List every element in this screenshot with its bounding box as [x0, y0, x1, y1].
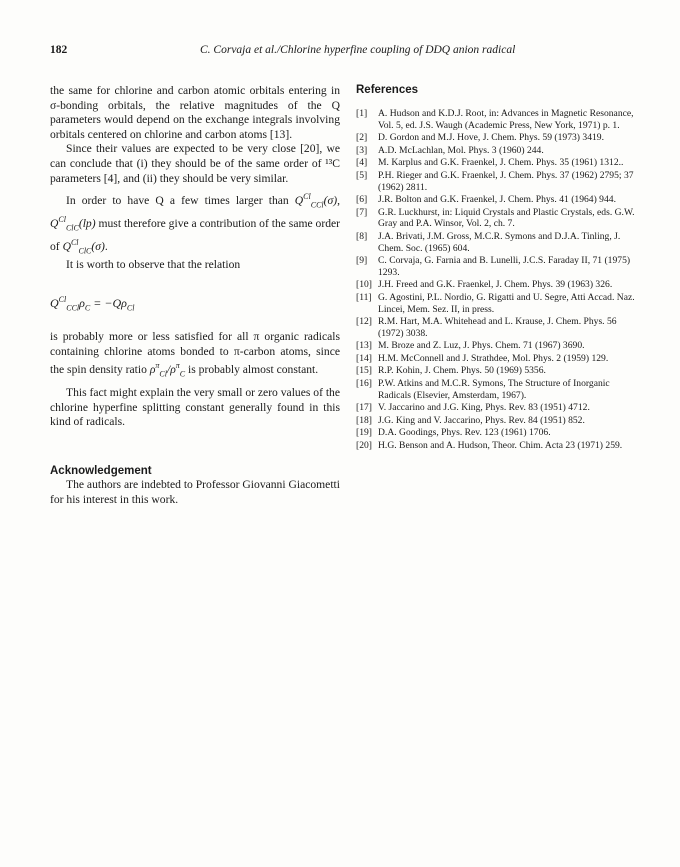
reference-number: [9] [356, 255, 368, 267]
reference-text: H.G. Benson and A. Hudson, Theor. Chim. Acta 23 (1971) 259. [378, 440, 623, 452]
reference-text: P.H. Rieger and G.K. Fraenkel, J. Chem. Phys. 37 (1962) 2795; 37 (1962) 2811. [378, 169, 634, 193]
reference-item [356, 427, 636, 439]
reference-text: A.D. McLachlan, Mol. Phys. 3 (1960) 244. [378, 144, 544, 156]
reference-text: R.P. Kohin, J. Chem. Phys. 50 (1969) 5356. [378, 365, 546, 377]
reference-item [356, 207, 636, 230]
reference-text: G.R. Luckhurst, in: Liquid Crystals and Plastic Crystals, eds. G.W. Gray and P.A. Winsor, Vol. 2, ch. 7. [378, 206, 635, 230]
left-column [50, 84, 340, 508]
reference-text: C. Corvaja, G. Farnia and B. Lunelli, J.C.S. Faraday II, 71 (1975) 1293. [378, 255, 631, 278]
reference-text: J.H. Freed and G.K. Fraenkel, J. Chem. Phys. 39 (1963) 326. [378, 279, 613, 291]
reference-item [356, 440, 636, 452]
reference-number: [13] [356, 340, 372, 352]
reference-item [356, 316, 636, 339]
reference-number: [19] [356, 427, 372, 439]
reference-text: D. Gordon and M.J. Hove, J. Chem. Phys. 59 (1973) 3419. [378, 132, 604, 144]
reference-item [356, 365, 636, 377]
reference-item [356, 108, 636, 131]
reference-number: [18] [356, 414, 372, 426]
reference-item [356, 402, 636, 414]
right-column [356, 84, 636, 453]
reference-text: A. Hudson and K.D.J. Root, in: Advances in Magnetic Resonance, Vol. 5, ed. J.S. Waugh (Academic Press, New York, 1971) p. 1. [378, 108, 634, 131]
reference-text: J.A. Brivati, J.M. Gross, M.C.R. Symons and D.J.A. Tinling, J. Chem. Soc. (1965) 604. [378, 230, 621, 254]
reference-item [356, 157, 636, 169]
math-q-clc-p: $Q^{Cl}_{ClC}(lp)$ [50, 214, 96, 233]
paragraph-3: In order to have Q a few times larger than $Q^{Cl}_{CCl}(\sigma)$, $Q^{Cl}_{ClC}(lp)$ must therefore give a contribution of the same order of $Q^{Cl}_{ClC}(\sigma)$. [50, 192, 340, 255]
reference-number: [16] [356, 378, 372, 390]
reference-number: [11] [356, 291, 372, 303]
reference-number: [8] [356, 230, 368, 242]
running-title: C. Corvaja et al./Chlorine hyperfine coupling of DDQ anion radical [200, 44, 516, 56]
reference-number: [17] [356, 402, 372, 414]
reference-number: [12] [356, 316, 372, 328]
reference-text: D.A. Goodings, Phys. Rev. 123 (1961) 1706. [378, 427, 551, 439]
reference-text: J.R. Bolton and G.K. Fraenkel, J. Chem. Phys. 41 (1964) 944. [378, 194, 616, 206]
references-list [356, 108, 636, 452]
reference-number: [14] [356, 352, 372, 364]
reference-number: [5] [356, 169, 368, 181]
reference-item [356, 145, 636, 157]
page-number: 182 [50, 44, 68, 56]
paragraph-5: is probably more or less satisfied for all π organic radicals containing chlorine atoms bonded to π-carbon atoms, since the spin density ratio $\rho^\pi_{Cl}/\rho^\pi_C$ is probably almost constant. [50, 330, 340, 379]
reference-item [356, 279, 636, 291]
paragraph-2: Since their values are expected to be very close [20], we can conclude that (i) they should be of the same order of ¹³C parameters [4], and (ii) they should be very similar. [50, 142, 340, 185]
reference-item [356, 353, 636, 365]
reference-item [356, 292, 636, 315]
reference-text: G. Agostini, P.L. Nordio, G. Rigatti and U. Segre, Atti Accad. Naz. Lincei, Mem. Sez. II, in press. [378, 291, 635, 315]
references-heading: References [356, 84, 419, 96]
reference-item [356, 170, 636, 193]
reference-number: [3] [356, 144, 368, 156]
paragraph-6: This fact might explain the very small or zero values of the chlorine hyperfine splitting constant generally found in this kind of radicals. [50, 385, 340, 429]
reference-item [356, 255, 636, 278]
reference-number: [10] [356, 279, 372, 291]
reference-text: M. Karplus and G.K. Fraenkel, J. Chem. Phys. 35 (1961) 1312.. [378, 157, 624, 169]
reference-number: [4] [356, 157, 368, 169]
math-q-ccl: $Q^{Cl}_{CCl}(\sigma)$ [294, 192, 338, 210]
math-rho-ratio: $\rho^\pi_{Cl}/\rho^\pi_C$ [149, 361, 186, 379]
reference-item [356, 340, 636, 352]
paragraph-4: It is worth to observe that the relation [66, 258, 241, 272]
reference-text: H.M. McConnell and J. Strathdee, Mol. Phys. 2 (1959) 129. [378, 352, 609, 364]
math-q-clc: $Q^{Cl}_{ClC}(\sigma)$ [62, 237, 105, 255]
reference-number: [20] [356, 440, 372, 452]
reference-item [356, 194, 636, 206]
reference-number: [6] [356, 194, 368, 206]
reference-number: [2] [356, 132, 368, 144]
reference-text: R.M. Hart, M.A. Whitehead and L. Krause, J. Chem. Phys. 56 (1972) 3038. [378, 316, 617, 339]
reference-number: [1] [356, 108, 368, 119]
relation-equation: $Q^{Cl}_{CCl}\rho_C = -Q\rho_{Cl}$ [50, 295, 135, 313]
reference-item [356, 415, 636, 427]
reference-text: P.W. Atkins and M.C.R. Symons, The Structure of Inorganic Radicals (Elsevier, Amsterdam, 1967). [378, 378, 610, 401]
reference-number: [15] [356, 365, 372, 377]
acknowledgement-text: The authors are indebted to Professor Giovanni Giacometti for his interest in this work. [50, 478, 340, 506]
reference-item [356, 378, 636, 401]
reference-text: M. Broze and Z. Luz, J. Phys. Chem. 71 (1967) 3690. [378, 340, 585, 352]
acknowledgement-heading: Acknowledgement [50, 464, 152, 477]
paragraph-1: the same for chlorine and carbon atomic orbitals entering in σ-bonding orbitals, the relative magnitudes of the Q parameters would depend on the exchange integrals involving orbitals centered on chlorine and carbon atoms [13]. [50, 84, 340, 141]
reference-number: [7] [356, 206, 368, 218]
reference-text: V. Jaccarino and J.G. King, Phys. Rev. 83 (1951) 4712. [378, 402, 590, 414]
reference-item [356, 132, 636, 144]
reference-text: J.G. King and V. Jaccarino, Phys. Rev. 84 (1951) 852. [378, 414, 585, 426]
reference-item [356, 231, 636, 254]
